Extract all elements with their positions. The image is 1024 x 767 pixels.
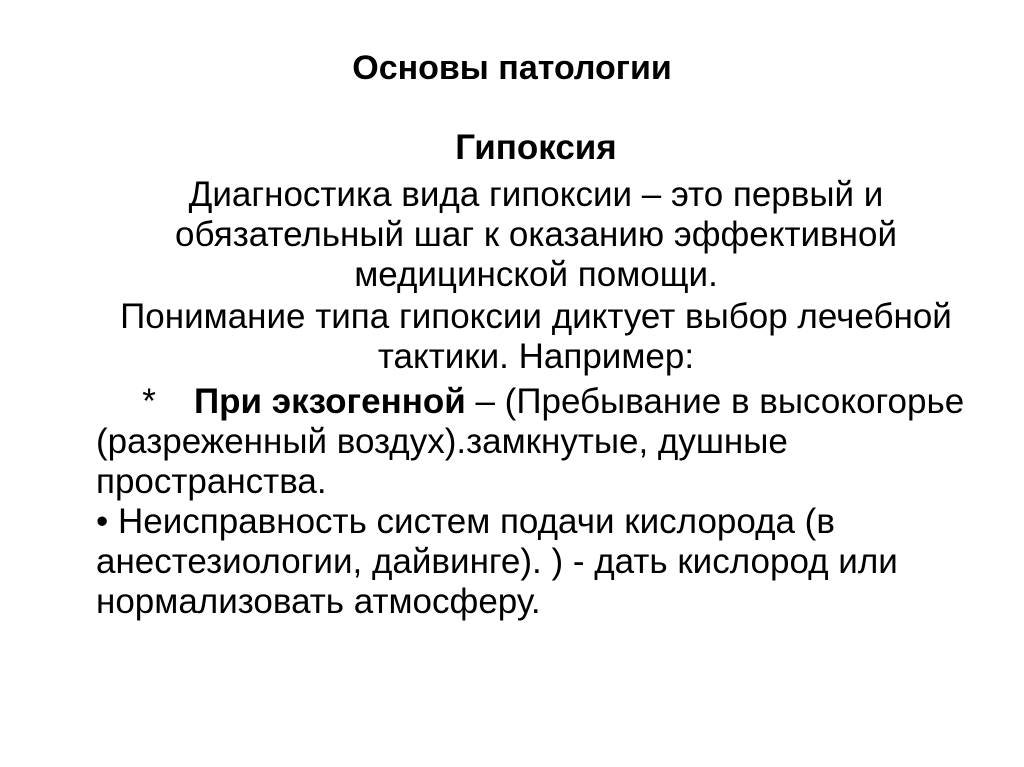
paragraph-understanding: Понимание типа гипоксии диктует выбор лечебной тактики. Например: [120, 297, 952, 376]
slide-title: Основы патологии [352, 49, 672, 87]
exogenous-description: – (Пребывание в высокогорье (разреженный воздух).замкнутые, душные пространства. [96, 382, 965, 501]
asterisk-marker: * [142, 382, 156, 421]
list-item-exogenous [96, 382, 996, 502]
list-item-oxygen-system [96, 502, 996, 622]
exogenous-term: При экзогенной [194, 382, 466, 421]
slide-subtitle: Гипоксия [455, 128, 617, 167]
bullet-marker: • [96, 502, 109, 541]
oxygen-system-description: Неисправность систем подачи кислорода (в анестезиологии, дайвинге). ) - дать кислород или нормализовать атмосферу. [96, 502, 898, 621]
paragraph-diagnostics: Диагностика вида гипоксии – это первый и обязательный шаг к оказанию эффективной медицинской помощи. [175, 175, 897, 294]
